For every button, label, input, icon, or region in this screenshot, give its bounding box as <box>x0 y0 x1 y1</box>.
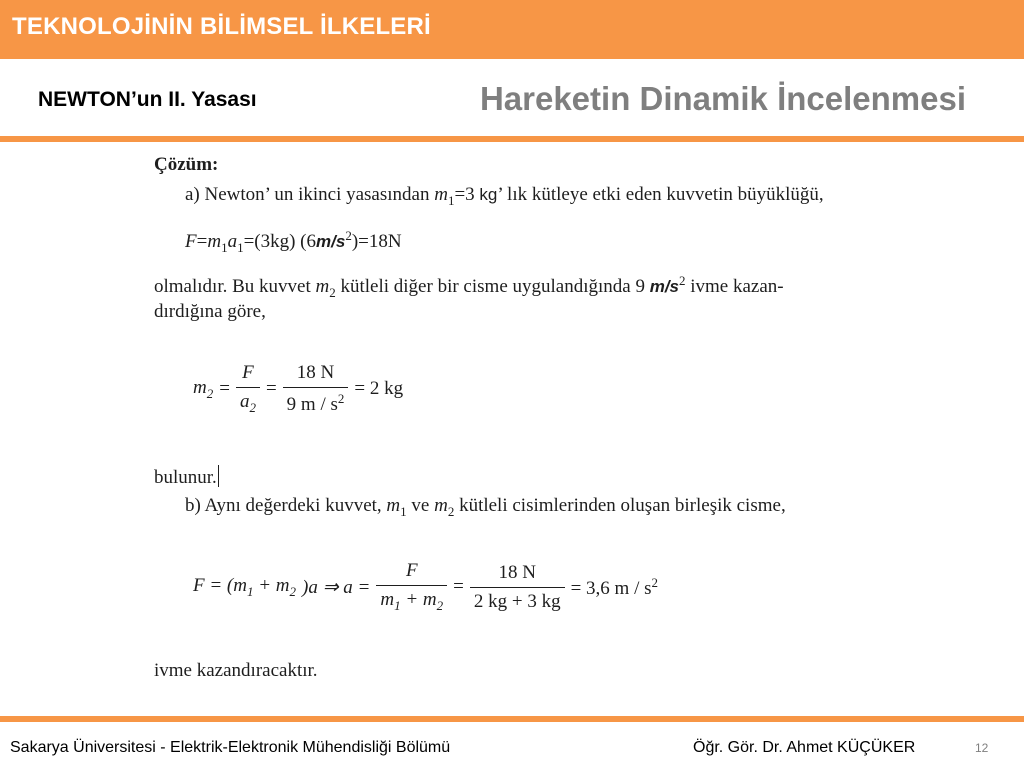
fraction-numeric-2: $\frac{18 N}{2 kg + 3 kg}$ <box>470 562 565 613</box>
footer-author: Öğr. Gör. Dr. Ahmet KÜÇÜKER <box>693 739 916 756</box>
slide-content <box>0 142 1024 716</box>
mass-equation: $m_2$ = $\frac{F}{a_2}$ = $\frac{18 N}{9 m / s^2}$ = 2 kg <box>193 362 404 415</box>
acceleration-equation: $F = (m_1 + m_2$ )a ⇒ a = $\frac{F}{m_1 + m_2}$ = $\frac{18 N}{2 kg + 3 kg}$ = 3,6 m / $s^2$ <box>193 560 658 613</box>
part-b-line: b) Aynı değerdeki kuvvet, $m_1$ ve $m_2$ kütleli cisimlerinden oluşan birleşik cisme, <box>185 495 786 519</box>
fraction-numeric: $\frac{18 N}{9 m / s^2}$ <box>283 362 349 416</box>
closing-text: ivme kazandıracaktır. <box>154 660 318 681</box>
force-equation: $F=m_1a_1=(3kg)$ $(6m/s^2)=18N$ <box>185 228 402 255</box>
bulunur-text: bulunur. <box>154 467 217 488</box>
fraction-f-over-sum: $\frac{F}{m_1 + m_2}$ <box>376 560 447 614</box>
slide-title: Hareketin Dinamik İncelenmesi <box>479 80 966 117</box>
paragraph-line-2: dırdığına göre, <box>154 301 266 322</box>
fraction-f-over-a2: $\frac{F}{a_2}$ <box>236 362 260 416</box>
slide-header-title: TEKNOLOJİNİN BİLİMSEL İLKELERİ <box>12 13 431 40</box>
solution-heading: Çözüm: <box>154 154 219 175</box>
footer-divider <box>0 716 1024 722</box>
part-a-line: a) Newton’ un ikinci yasasından $m_1=3$ kg’ lık kütleye etki eden kuvvetin büyüklüğü, <box>185 184 824 208</box>
text-cursor <box>218 465 219 487</box>
paragraph-line-1: olmalıdır. Bu kuvvet $m_2$ kütleli diğer bir cisme uygulandığında 9 $m/s^2$ ivme kazan- <box>154 273 784 300</box>
section-subtitle: NEWTON’un II. Yasası <box>38 88 257 111</box>
page-number: 12 <box>975 741 989 755</box>
footer-institution: Sakarya Üniversitesi - Elektrik-Elektronik Mühendisliği Bölümü <box>10 739 451 756</box>
